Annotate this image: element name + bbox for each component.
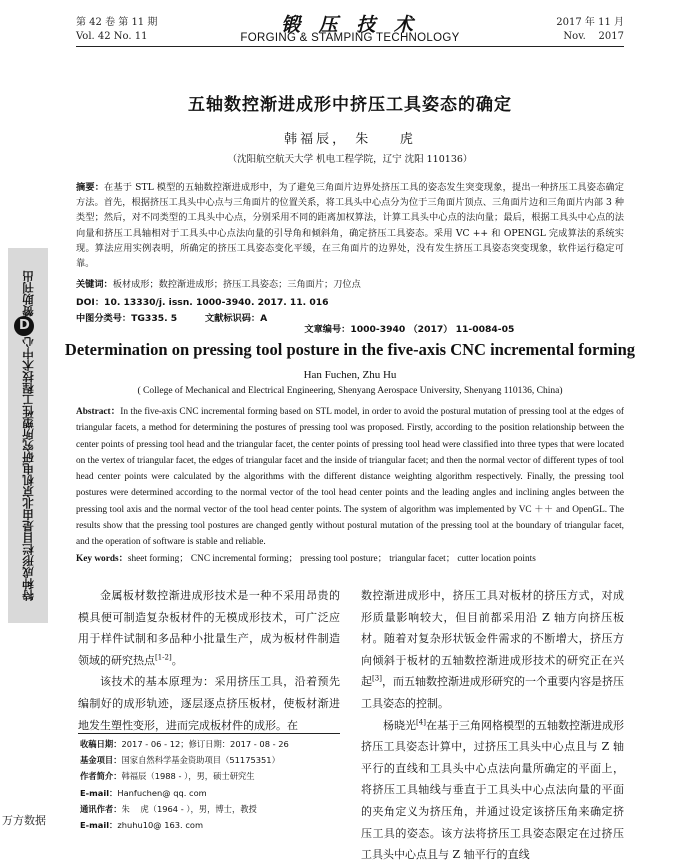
authors-cn: 韩福辰， 朱 虎 [284,132,416,147]
footnote-text: zhuhu10@ 163. com [117,820,204,831]
header-rule [76,46,624,47]
footnote-received [80,736,342,752]
paper-title-en: Determination on pressing tool posture in the five-axis CNC incremental forming [64,340,636,359]
article-value: 1000-3940 （2017） 11-0084-05 [350,324,515,335]
keywords-en-label: Key words： [76,554,128,564]
body-right-p2-author: 杨晓光 [383,718,417,732]
footnote-text: 2017 - 06 - 12；修订日期：2017 - 08 - 26 [121,739,289,749]
body-left-p1-end: 。 [171,653,183,667]
footnote-label: E-mail： [80,820,118,831]
body-column-left [78,585,340,736]
doi-line [76,294,329,308]
abstract-cn-text: 在基于 STL 模型的五轴数控渐进成形中，为了避免三角面片边界处挤压工具的姿态发生突变现象，提出一种挤压工具姿态确定方法。首先，根据挤压工具头中心点与三角面片的位置关系，将工具头中心点分为位于三角面片顶点、三角面片边和三角面片内部 3 种类型；然后，对不同类型的工具头中心点，分别采用不同的距离加权算法，计算工具头中心点的法向量；最后，根据工具头中心点的法向量和挤压工具轴相对于工具头中心点法向量的引导角和倾斜角，确定挤压工具姿态。采用 VC ++ 和 OPENGL 完成算法的系统实现。算法应用实例表明，所确定的挤压工具姿态变化平缓，在三角面片的边界处，没有发生挤压工具姿态突变现象，软件运行稳定可靠。 [76,182,624,270]
body-right-p1-end: ，而五轴数控渐进成形研究的一个重要内容是挤压工具姿态的控制。 [361,675,625,710]
abstract-en-text: In the five-axis CNC incremental forming based on STL model, in order to avoid the postural mutation of pressing tool at the edges of triangular facets, a method for determining the postures of pressing tool was proposed. Firstly, according to the position relationship between the center points of pressing tool head and the triangular facet, the center points of pressing tool head were classified into three types that were located on the vertex of triangular facet, the edges of triangular facet and the inside of triangular facet; and then the normal vector of different types of tool head center points were calculated by the algorithms with the different distance weighting algorithm respectively. Finally, the pressing tool postures were determined according to the normal vector of the tool head center points and the leading angles and inclining angles between the pressing tool axis and the normal vector of the tool head center points. The system of algorithm was implemented by VC ＋＋ and OpenGL. The results show that the pressing tool postures are changed gently without postural mutation of the pressing tool at the boundary of triangular facet, and the operation of software is stable and reliable. [76,407,624,548]
body-left-paragraph-2: 该技术的基本原理为：采用挤压工具，沿着预先编制好的成形轨迹，逐层逐点挤压板材，使板材渐进地发生塑性变形，进而完成板材件的成形。在 [78,675,340,732]
citation-4: [4] [416,717,426,726]
abstract-cn-label: 摘要： [76,182,105,193]
citation-3: [3] [372,674,382,683]
keywords-cn-text: 板材成形；数控渐进成形；挤压工具姿态；三角面片；刀位点 [112,279,361,290]
body-right-p2-text: 在基于三角网格模型的五轴数控渐进成形挤压工具姿态计算中，过挤压工具头中心点且与 Z 轴平行的直线和工具头中心点法向量所确定的平面上，将挤压工具轴线与垂直于工具头中心点法向量的平面的夹角定义为挤压角，并通过设定该挤压角来确定挤压工具的姿态。该方法将挤压工具姿态限定在过挤压工具头中心点且与 Z 轴平行的直线 [361,718,625,862]
paper-title-cn: 五轴数控渐进成形中挤压工具姿态的确定 [188,95,512,115]
doi-label: DOI： [76,297,105,308]
clc-label: 中图分类号： [76,313,132,324]
citation-1-2: [1-2] [155,653,172,662]
clc-code [76,310,177,324]
footnote-text: 朱 虎（1964 - ），男，博士，教授 [121,803,257,814]
keywords-en [76,551,624,567]
body-column-right [361,585,624,866]
body-left-paragraph-1 [78,585,340,671]
footnote-corresponding-email [80,817,342,833]
doi-value: 10. 13330/j. issn. 1000-3940. 2017. 11. 016 [104,297,329,308]
authors-en: Han Fuchen, Zhu Hu [303,369,397,381]
footnote-label: 收稿日期： [80,739,122,749]
date-cn: 2017 年 11 月 [556,17,624,28]
footnote-label: 作者简介： [80,771,122,782]
footnotes [80,736,342,833]
body-left-p1-text: 金属板材数控渐进成形技术是一种不采用昂贵的模具便可制造复杂板材件的无模成形技术，可广泛应用于样件试制和多品种小批量生产，成为板材件制造领域的研究热点 [78,589,340,667]
footnote-text: 国家自然科学基金资助项目（51175351） [121,755,280,766]
volume-cn: 第 42 卷 第 11 期 [76,17,158,28]
footnote-text: 韩福辰（1988 - ），男，硕士研究生 [121,771,255,782]
journal-title-en: FORGING & STAMPING TECHNOLOGY [240,32,460,44]
sponsor-logo: D [15,316,35,336]
affiliation-en: ( College of Mechanical and Electrical Engineering, Shenyang Aerospace University, Shenyang 110136, China) [137,386,563,396]
keywords-cn-label: 关键词： [76,279,113,290]
abstract-en [76,404,624,551]
sponsor-text: 特种成形栏目是由北京机电研究所塑性工程技术中心 [21,336,35,601]
footnote-author-bio [80,768,342,784]
doc-label: 文献标识码： [205,313,261,324]
footnote-label: 通讯作者： [80,803,122,814]
abstract-cn [76,180,624,271]
abstract-en-label: Abstract： [76,407,121,417]
doc-value: A [260,313,268,324]
footnote-author-email [80,785,342,801]
sponsor-sidebar-text [8,248,48,623]
article-label: 文章编号： [304,324,351,335]
footnote-funding [80,752,342,768]
footnote-text: Hanfuchen@ qq. com [117,787,207,798]
sponsor-suffix: 赞助刊出 [21,270,35,317]
body-right-paragraph-1 [361,585,624,715]
journal-title-cn: 锻 压 技 术 [281,14,419,36]
document-code [205,310,267,324]
clc-value: TG335. 5 [131,313,178,324]
article-number [298,310,514,335]
keywords-en-text: sheet forming； CNC incremental forming； pressing tool posture； triangular facet； cutter location points [127,554,536,564]
footnote-label: E-mail： [80,787,118,798]
body-right-paragraph-2 [361,715,624,866]
body-right-p1-text: 数控渐进成形中，挤压工具对板材的挤压方式，对成形质量影响较大，但目前都采用沿 Z 轴方向挤压板材。随着对复杂形状钣金件需求的不断增大，挤压方向倾斜于板材的五轴数控渐进成形技术的研究正在兴起 [361,589,624,689]
volume-en: Vol. 42 No. 11 [76,31,148,42]
footnote-label: 基金项目： [80,755,122,766]
affiliation-cn: （沈阳航空航天大学 机电工程学院，辽宁 沈阳 110136） [227,154,473,165]
footnote-corresponding-author [80,801,342,817]
wanfang-watermark: 万方数据 [2,814,46,827]
footnote-rule [78,733,340,734]
keywords-cn [76,277,624,292]
date-en: Nov. 2017 [563,31,624,42]
